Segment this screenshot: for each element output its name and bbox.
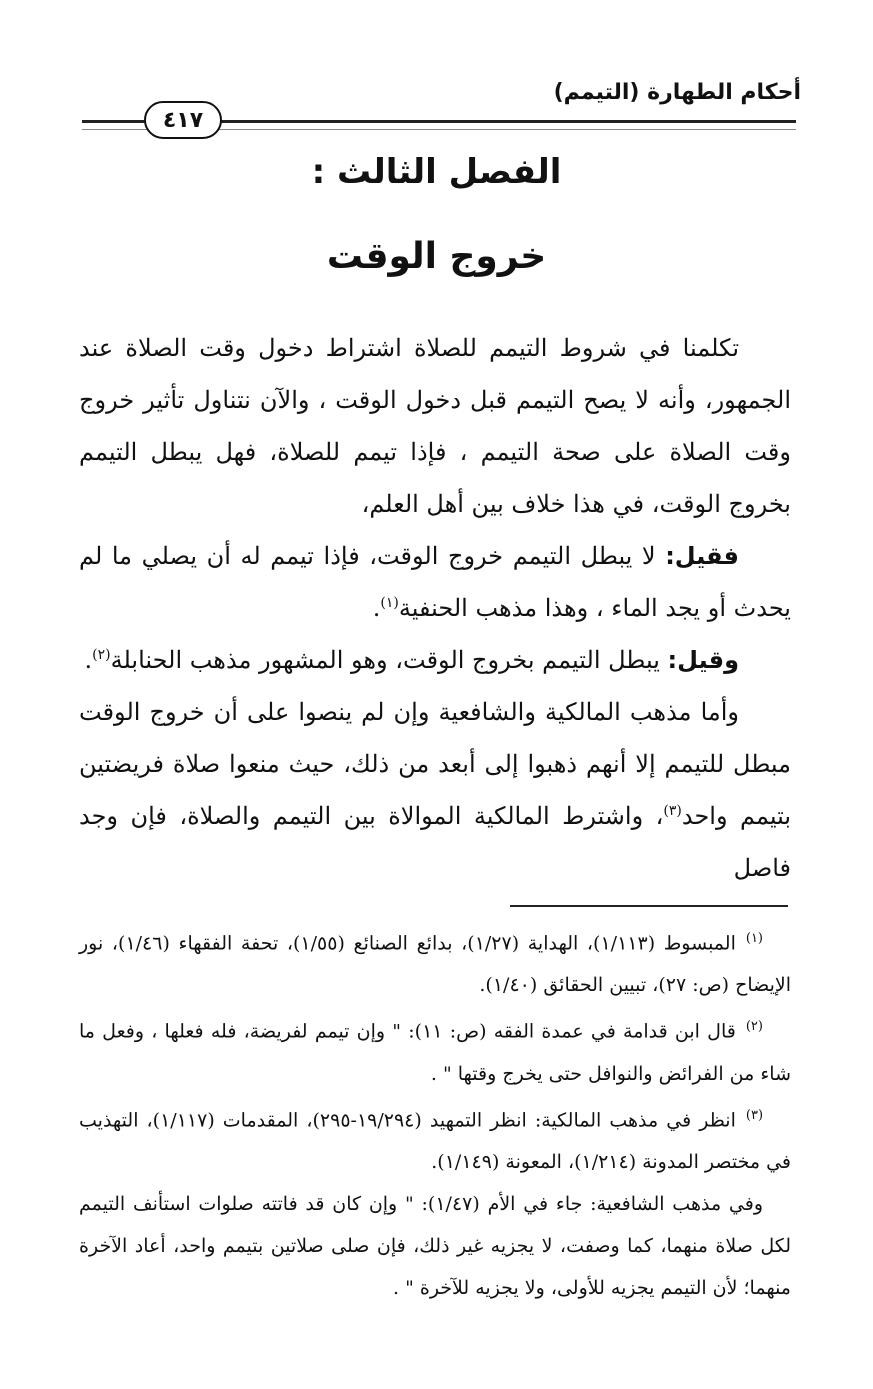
paragraph-end: . [84,646,93,674]
footnote-2 [79,1006,791,1094]
running-title: أحكام الطهارة (التيمم) [553,80,801,105]
paragraph-second-opinion [79,634,791,686]
footnote-number: (٢) [745,1019,763,1035]
chapter-title: خروج الوقت [326,236,547,277]
footnote-text: انظر في مذهب المالكية: انظر التمهيد (١٩/٢٩٤-٢٩٥)، المقدمات (١/١١٧)، التهذيب في مختصر المدونة (١/٢١٤)، المعونة (١/١٤٩). [79,1108,791,1173]
body-text [79,322,791,894]
footnote-ref-3[interactable]: (٣) [663,803,682,819]
footnotes [79,918,791,1309]
opinion-text: لا يبطل التيمم خروج الوقت، فإذا تيمم له أن يصلي ما لم يحدث أو يجد الماء ، وهذا مذهب الحنفية [79,542,791,622]
footnote-1 [79,918,791,1006]
paragraph-first-opinion [79,530,791,634]
paragraph-maliki-shafii [79,686,791,894]
paragraph-end: . [372,594,381,622]
paragraph-text: وأما مذهب المالكية والشافعية وإن لم ينصوا على أن خروج الوقت مبطل للتيمم إلا أنهم ذهبوا إلى أبعد من ذلك، حيث منعوا صلاة فريضتين بتيمم واحد [79,698,791,830]
opinion-text: يبطل التيمم بخروج الوقت، وهو المشهور مذهب الحنابلة [110,646,668,674]
footnote-number: (١) [745,931,763,946]
footnote-3-continued [79,1183,791,1309]
footnote-text: قال ابن قدامة في عمدة الفقه (ص: ١١): " وإن تيمم لفريضة، فله فعلها ، وفعل ما شاء من الفرائض والنوافل حتى يخرج وقتها " . [79,1020,791,1085]
footnote-text: المبسوط (١/١١٣)، الهداية (١/٢٧)، بدائع الصنائع (١/٥٥)، تحفة الفقهاء (١/٤٦)، نور الإيضاح (ص: ٢٧)، تبيين الحقائق (١/٤٠). [79,932,791,997]
footnote-ref-1[interactable]: (١) [380,595,399,611]
footnote-3 [79,1095,791,1183]
paragraph-text: ، واشترط المالكية الموالاة بين التيمم والصلاة، فإن وجد فاصل [79,802,791,882]
chapter-heading: الفصل الثالث : [311,152,562,192]
opinion-lead: وقيل: [667,646,739,674]
footnote-text: وفي مذهب الشافعية: جاء في الأم (١/٤٧): " وإن كان قد فاتته صلوات استأنف التيمم لكل صلاة منهما، كما وصفت، لا يجزيه غير ذلك، فإن صلى صلاتين بتيمم واحد، أعاد الآخرة منهما؛ لأن التيمم يجزيه للأولى، ولا يجزيه للآخرة " . [79,1192,791,1299]
opinion-lead: فقيل: [665,542,739,570]
page-number: ٤١٧ [144,101,222,139]
footnote-number: (٣) [745,1107,764,1123]
paragraph-intro: تكلمنا في شروط التيمم للصلاة اشتراط دخول وقت الصلاة عند الجمهور، وأنه لا يصح التيمم قبل دخول الوقت ، والآن نتناول تأثير خروج وقت الصلاة على صحة التيمم ، فإذا تيمم للصلاة، فهل يبطل التيمم بخروج الوقت، في هذا خلاف بين أهل العلم، [79,334,791,518]
footnote-separator [510,905,788,907]
footnote-ref-2[interactable]: (٢) [92,647,111,663]
